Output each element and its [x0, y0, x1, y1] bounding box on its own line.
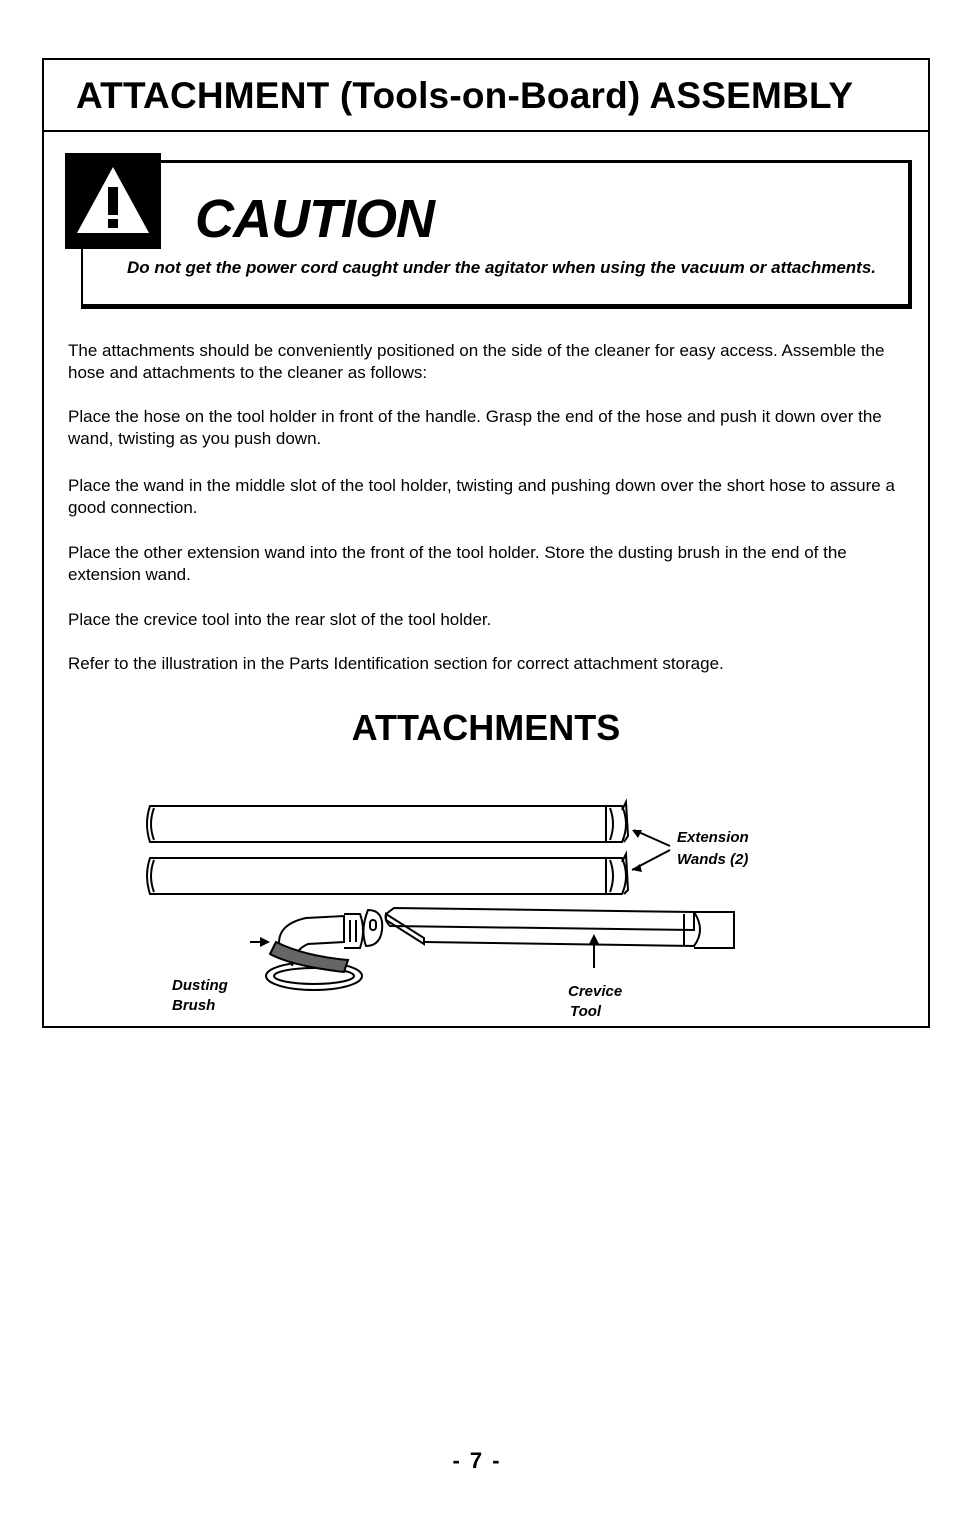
instruction-paragraph: Place the other extension wand into the front of the tool holder. Store the dusting brush in the end of the extension wand.	[68, 543, 847, 584]
instruction-paragraph: Refer to the illustration in the Parts Identification section for correct attachment storage.	[68, 654, 724, 673]
caution-text: Do not get the power cord caught under the agitator when using the vacuum or attachments.	[127, 258, 877, 277]
dusting-brush-illustration	[266, 910, 382, 990]
attachments-illustration	[44, 790, 928, 1030]
extension-wands-label: Wands (2)	[677, 851, 749, 868]
extension-wands-label: Extension	[677, 829, 749, 846]
dusting-brush-label: Dusting	[172, 977, 228, 994]
caution-label: CAUTION	[195, 189, 434, 249]
warning-triangle-icon	[65, 153, 161, 249]
page-number: - 7 -	[452, 1448, 502, 1473]
page-title: ATTACHMENT (Tools-on-Board) ASSEMBLY	[44, 60, 928, 132]
warning-block	[65, 153, 161, 249]
crevice-tool-label: Tool	[570, 1003, 602, 1020]
instruction-paragraph: Place the crevice tool into the rear slot of the tool holder.	[68, 610, 492, 629]
instruction-paragraph: Place the hose on the tool holder in front of the handle. Grasp the end of the hose and push it down over the wand, twisting as you push down.	[68, 407, 882, 448]
caution-box	[81, 160, 912, 309]
crevice-tool-label: Crevice	[568, 983, 623, 1000]
extension-wand-illustration	[147, 802, 628, 842]
assembly-section	[42, 58, 930, 1028]
instruction-paragraph: Place the wand in the middle slot of the tool holder, twisting and pushing down over the short hose to assure a good connection.	[68, 476, 895, 517]
instruction-paragraph: The attachments should be conveniently positioned on the side of the cleaner for easy access. Assemble the hose and attachments to the cleaner as follows:	[68, 341, 885, 382]
dusting-brush-label: Brush	[172, 997, 216, 1014]
crevice-tool-illustration	[386, 908, 735, 968]
attachments-heading: ATTACHMENTS	[351, 707, 621, 748]
extension-wand-illustration	[147, 854, 628, 894]
